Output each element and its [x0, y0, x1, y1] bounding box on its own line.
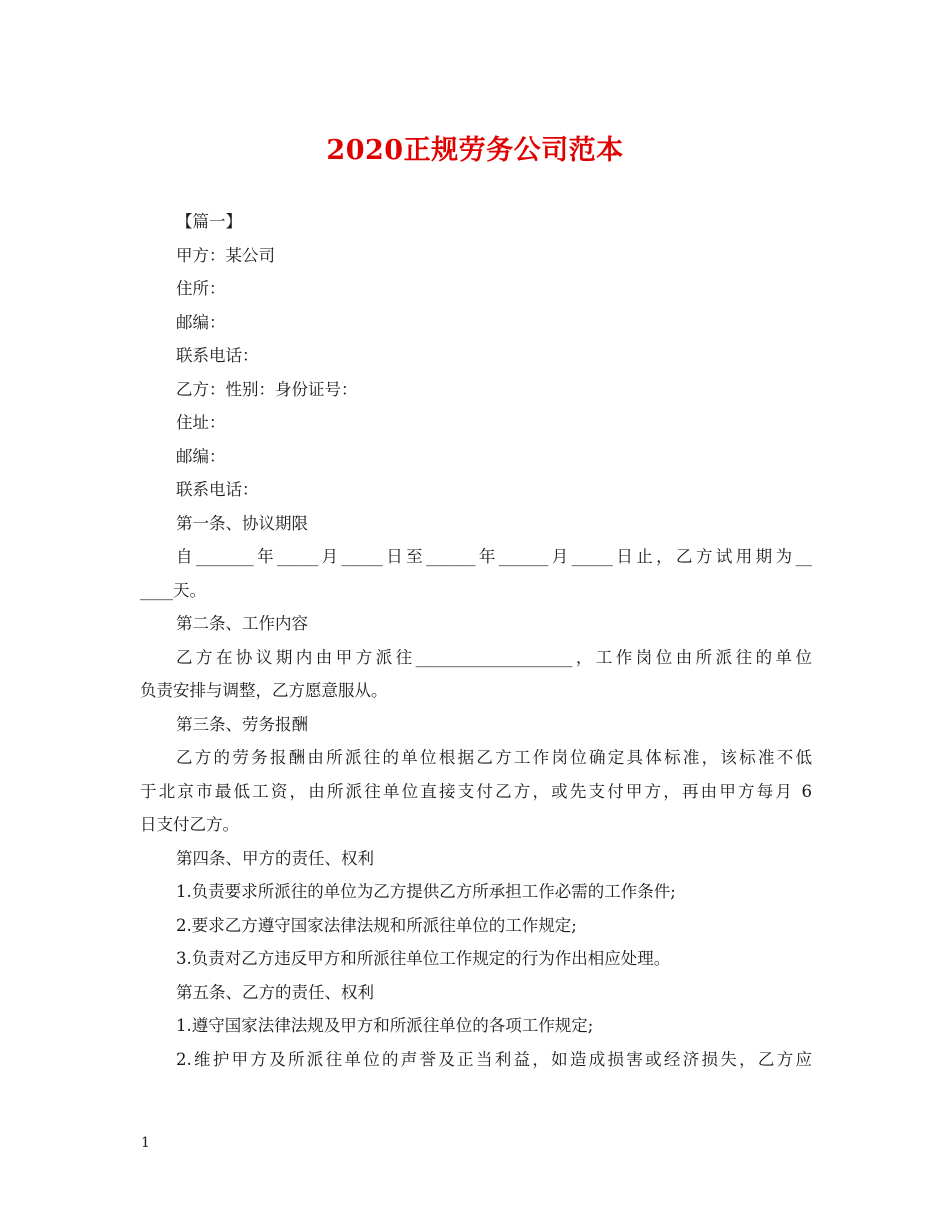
party-b-address: 住址：: [176, 413, 226, 432]
article-3-heading: 第三条、劳务报酬: [176, 714, 308, 734]
article-1-text: 自_______年_____月_____日至______年______月_____日止，乙方试用期为__: [176, 547, 812, 566]
article-3-text: 乙方的劳务报酬由所派往的单位根据乙方工作岗位确定具体标准，该标准不低: [176, 748, 812, 767]
section-heading: 【篇一】: [176, 212, 242, 231]
party-b-postcode: 邮编：: [176, 446, 226, 466]
article-4-heading: 第四条、甲方的责任、权利: [176, 848, 374, 868]
article-2-heading: 第二条、工作内容: [176, 614, 308, 633]
article-5-item-2: 2.维护甲方及所派往单位的声誉及正当利益，如造成损害或经济损失，乙方应: [176, 1049, 812, 1069]
party-b-phone: 联系电话：: [176, 480, 259, 499]
article-4-item-1: 1.负责要求所派往的单位为乙方提供乙方所承担工作必需的工作条件;: [176, 882, 676, 901]
article-4-item-2: 2.要求乙方遵守国家法律法规和所派往单位的工作规定;: [176, 915, 577, 935]
party-a-address: 住所：: [176, 279, 226, 298]
document-body: [140, 205, 812, 1076]
article-1-heading: 第一条、协议期限: [176, 513, 308, 533]
article-4-item-3: 3.负责对乙方违反甲方和所派往单位工作规定的行为作出相应处理。: [176, 949, 671, 968]
article-2-text-continued: 负责安排与调整，乙方愿意服从。: [140, 681, 388, 700]
party-b-info: 乙方：性别：身份证号：: [176, 379, 358, 399]
page-number: 1: [141, 1135, 150, 1151]
article-5-heading: 第五条、乙方的责任、权利: [176, 982, 374, 1002]
article-1-text-continued: ____天。: [140, 580, 206, 600]
article-5-item-1: 1.遵守国家法律法规及甲方和所派往单位的各项工作规定;: [176, 1016, 594, 1035]
party-a-name: 甲方：某公司: [176, 245, 275, 265]
article-3-text-continued: 于北京市最低工资，由所派往单位直接支付乙方，或先支付甲方，再由甲方每月 6: [140, 781, 812, 801]
party-a-phone: 联系电话：: [176, 346, 259, 365]
document-title: 2020正规劳务公司范本: [326, 135, 624, 166]
article-3-text-end: 日支付乙方。: [140, 815, 239, 834]
party-a-postcode: 邮编：: [176, 312, 226, 332]
article-2-text: 乙方在协议期内由甲方派往___________________，工作岗位由所派往的单位: [176, 647, 812, 667]
